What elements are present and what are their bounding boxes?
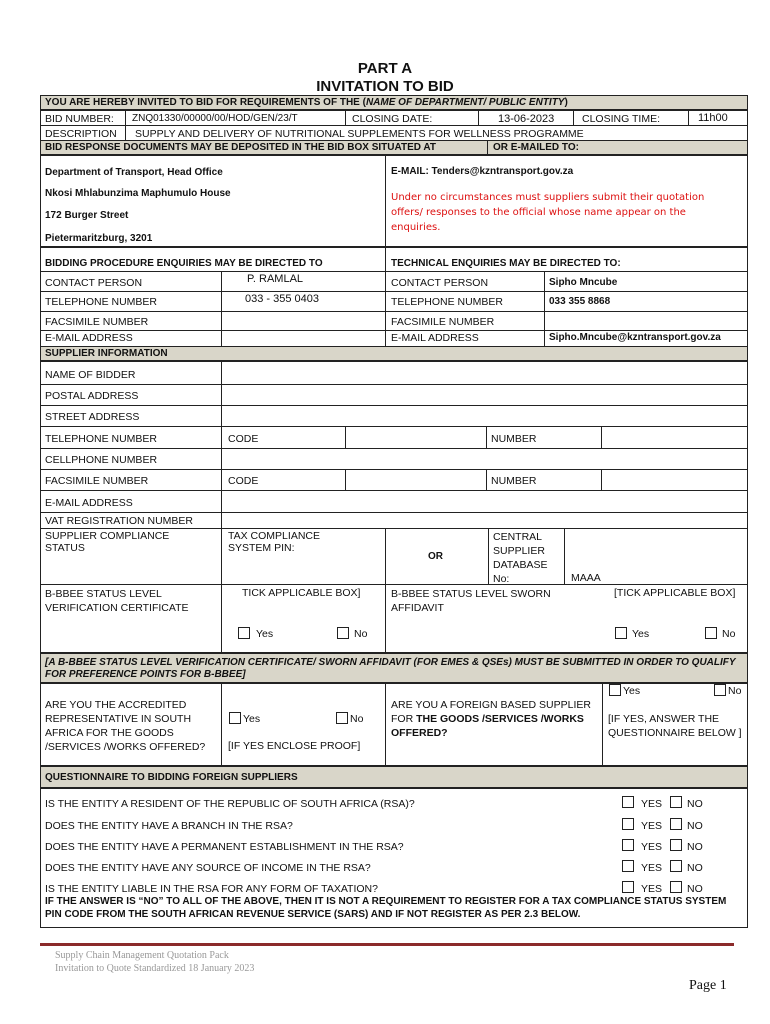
footer-line-2: Invitation to Quote Standardized 18 January 2023: [55, 963, 255, 974]
technical-email-label: E-MAIL ADDRESS: [391, 332, 479, 344]
foreign-yes-label: Yes: [623, 685, 641, 697]
questionnaire-heading: QUESTIONNAIRE TO BIDDING FOREIGN SUPPLIERS: [45, 772, 298, 783]
foreign-no-label: No: [728, 685, 742, 697]
description-label: DESCRIPTION: [45, 128, 117, 140]
compliance-status-label: SUPPLIER COMPLIANCE STATUS: [45, 530, 170, 554]
cellphone-label: CELLPHONE NUMBER: [45, 454, 158, 466]
part-heading: PART A: [357, 60, 413, 77]
accredited-yes-label: Yes: [243, 713, 261, 725]
sars-footnote: IF THE ANSWER IS “NO” TO ALL OF THE ABOVE, THEN IT IS NOT A REQUIREMENT TO REGISTER FOR A TAX COMPLIANCE STATUS SYSTEM PIN CODE FROM THE SOUTH AFRICAN REVENUE SERVICE (SARS) AND IF NOT REGISTER AS PER 2.3 BELOW.: [45, 896, 727, 920]
question-branch: DOES THE ENTITY HAVE A BRANCH IN THE RSA?: [45, 820, 293, 832]
technical-enquiries-heading: TECHNICAL ENQUIRIES MAY BE DIRECTED TO:: [391, 258, 621, 269]
establishment-no-checkbox[interactable]: [670, 839, 682, 851]
technical-fax-label: FACSIMILE NUMBER: [391, 316, 495, 328]
technical-contact-label: CONTACT PERSON: [391, 277, 489, 289]
description-value: SUPPLY AND DELIVERY OF NUTRITIONAL SUPPLEMENTS FOR WELLNESS PROGRAMME: [135, 128, 584, 140]
closing-date-label: CLOSING DATE:: [352, 113, 433, 125]
supplier-telephone-label: TELEPHONE NUMBER: [45, 433, 158, 445]
address-line: Pietermaritzburg, 3201: [45, 233, 153, 244]
affidavit-yes-checkbox[interactable]: [615, 627, 627, 639]
cert-no-label: No: [354, 628, 368, 640]
resident-no-checkbox[interactable]: [670, 796, 682, 808]
no-label: NO: [687, 820, 703, 832]
income-yes-checkbox[interactable]: [622, 860, 634, 872]
closing-date: 13-06-2023: [498, 113, 555, 125]
question-income: DOES THE ENTITY HAVE ANY SOURCE OF INCOME IN THE RSA?: [45, 862, 371, 874]
branch-yes-checkbox[interactable]: [622, 818, 634, 830]
bid-number-label: BID NUMBER:: [45, 113, 114, 125]
fax-number-label: NUMBER: [491, 475, 537, 487]
telephone-code-label: CODE: [228, 433, 259, 445]
supplier-fax-label: FACSIMILE NUMBER: [45, 475, 149, 487]
fax-code-label: CODE: [228, 475, 259, 487]
bidding-enquiries-heading: BIDDING PROCEDURE ENQUIRIES MAY BE DIRECTED TO: [45, 258, 323, 269]
question-establishment: DOES THE ENTITY HAVE A PERMANENT ESTABLISHMENT IN THE RSA?: [45, 841, 404, 853]
bid-number: ZNQ01330/00000/00/HOD/GEN/23/T: [132, 113, 298, 124]
foreign-yes-checkbox[interactable]: [609, 684, 621, 696]
establishment-yes-checkbox[interactable]: [622, 839, 634, 851]
bbbee-affidavit-label: B-BBEE STATUS LEVEL SWORN AFFIDAVIT: [391, 588, 551, 614]
address-line: 172 Burger Street: [45, 210, 129, 221]
technical-email-value: Sipho.Mncube@kzntransport.gov.za: [549, 332, 721, 343]
yes-label: YES: [641, 883, 663, 895]
submission-notice: Under no circumstances must suppliers submit their quotation offers/ responses to the official whose name appear on the enquiries.: [391, 192, 705, 233]
address-line: Department of Transport, Head Office: [45, 167, 223, 178]
resident-yes-checkbox[interactable]: [622, 796, 634, 808]
affidavit-yes-label: Yes: [632, 628, 650, 640]
supplier-email-label: E-MAIL ADDRESS: [45, 497, 133, 509]
csd-label: CENTRAL SUPPLIER DATABASE No:: [493, 531, 548, 585]
bbbee-notice: [A B-BBEE STATUS LEVEL VERIFICATION CERTIFICATE/ SWORN AFFIDAVIT (FOR EMES & QSEs) MUST BE SUBMITTED IN ORDER TO QUALIFY FOR PREFERENCE POINTS FOR B-BBEE]: [45, 657, 736, 680]
no-label: NO: [687, 883, 703, 895]
accredited-yes-checkbox[interactable]: [229, 712, 241, 724]
taxation-yes-checkbox[interactable]: [622, 881, 634, 893]
yes-label: YES: [641, 841, 663, 853]
tick-box-note: TICK APPLICABLE BOX]: [242, 587, 361, 599]
tick-box-note-2: [TICK APPLICABLE BOX]: [614, 587, 736, 599]
foreign-no-checkbox[interactable]: [714, 684, 726, 696]
yes-label: YES: [641, 798, 663, 810]
telephone-number-label: NUMBER: [491, 433, 537, 445]
questionnaire-note: [IF YES, ANSWER THE QUESTIONNAIRE BELOW ]: [608, 713, 742, 739]
bidder-name-label: NAME OF BIDDER: [45, 369, 136, 381]
bidding-contact-value: P. RAMLAL: [247, 273, 304, 285]
accredited-no-checkbox[interactable]: [336, 712, 348, 724]
accredited-no-label: No: [350, 713, 364, 725]
or-label: OR: [428, 551, 443, 562]
technical-telephone-label: TELEPHONE NUMBER: [391, 296, 504, 308]
accredited-question: ARE YOU THE ACCREDITED REPRESENTATIVE IN SOUTH AFRICA FOR THE GOODS /SERVICES /WORKS OFFERED?: [45, 699, 206, 753]
csd-prefix: MAAA: [571, 572, 601, 584]
deposit-heading-email: OR E-MAILED TO:: [493, 142, 579, 153]
bidding-email-label: E-MAIL ADDRESS: [45, 332, 133, 344]
postal-address-label: POSTAL ADDRESS: [45, 390, 139, 402]
enclose-proof-note: [IF YES ENCLOSE PROOF]: [228, 740, 361, 752]
cert-yes-checkbox[interactable]: [238, 627, 250, 639]
bidding-contact-label: CONTACT PERSON: [45, 277, 143, 289]
no-label: NO: [687, 798, 703, 810]
closing-time-label: CLOSING TIME:: [582, 113, 660, 125]
vat-label: VAT REGISTRATION NUMBER: [45, 515, 193, 527]
footer-rule: [40, 943, 734, 946]
supplier-heading: SUPPLIER INFORMATION: [45, 348, 168, 359]
affidavit-no-checkbox[interactable]: [705, 627, 717, 639]
bidding-telephone-label: TELEPHONE NUMBER: [45, 296, 158, 308]
question-resident: IS THE ENTITY A RESIDENT OF THE REPUBLIC OF SOUTH AFRICA (RSA)?: [45, 798, 415, 810]
taxation-no-checkbox[interactable]: [670, 881, 682, 893]
income-no-checkbox[interactable]: [670, 860, 682, 872]
street-address-label: STREET ADDRESS: [45, 411, 140, 423]
cert-yes-label: Yes: [256, 628, 274, 640]
yes-label: YES: [641, 862, 663, 874]
affidavit-no-label: No: [722, 628, 736, 640]
page-number: Page 1: [689, 978, 727, 993]
tax-pin-label: TAX COMPLIANCE SYSTEM PIN:: [228, 530, 320, 554]
question-taxation: IS THE ENTITY LIABLE IN THE RSA FOR ANY FORM OF TAXATION?: [45, 883, 378, 895]
tender-email: E-MAIL: Tenders@kzntransport.gov.za: [391, 166, 574, 177]
no-label: NO: [687, 862, 703, 874]
bbbee-cert-label: B-BBEE STATUS LEVEL VERIFICATION CERTIFICATE: [45, 588, 189, 614]
technical-contact-value: Sipho Mncube: [549, 277, 618, 288]
deposit-heading: BID RESPONSE DOCUMENTS MAY BE DEPOSITED IN THE BID BOX SITUATED AT: [45, 142, 436, 153]
bidding-telephone-value: 033 - 355 0403: [245, 293, 320, 305]
technical-telephone-value: 033 355 8868: [549, 296, 611, 307]
footer-line-1: Supply Chain Management Quotation Pack: [55, 950, 229, 961]
cert-no-checkbox[interactable]: [337, 627, 349, 639]
bidding-fax-label: FACSIMILE NUMBER: [45, 316, 149, 328]
page-title: INVITATION TO BID: [316, 78, 454, 95]
closing-time: 11h00: [698, 112, 728, 124]
yes-label: YES: [641, 820, 663, 832]
branch-no-checkbox[interactable]: [670, 818, 682, 830]
foreign-question: ARE YOU A FOREIGN BASED SUPPLIER FOR THE GOODS /SERVICES /WORKS OFFERED?: [391, 699, 591, 739]
address-line: Nkosi Mhlabunzima Maphumulo House: [45, 188, 231, 199]
no-label: NO: [687, 841, 703, 853]
invite-text: YOU ARE HEREBY INVITED TO BID FOR REQUIREMENTS OF THE (NAME OF DEPARTMENT/ PUBLIC ENTITY): [45, 97, 568, 108]
